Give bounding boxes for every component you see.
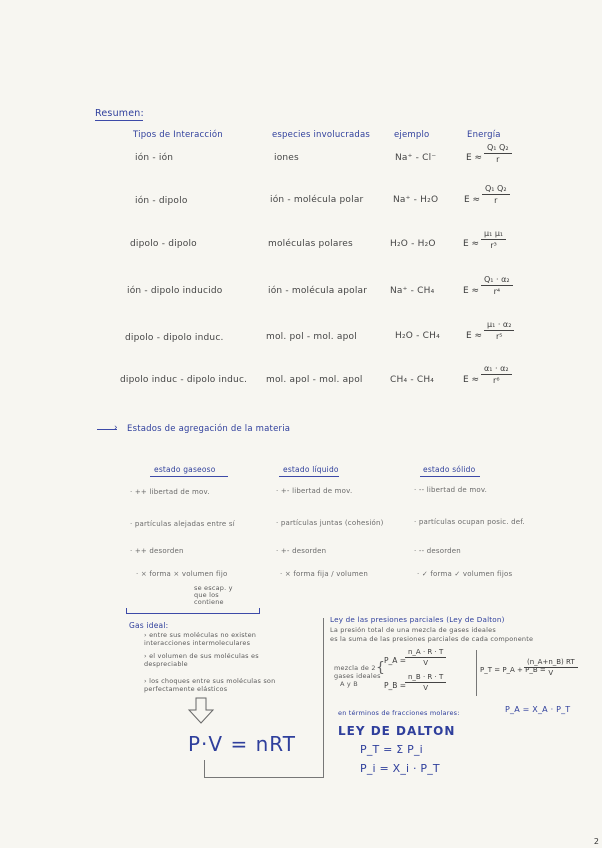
ideal-gas-bracket-left [126,608,127,614]
dalton-law-title: LEY DE DALTON [338,724,456,738]
energy-numerator: Q₁ Q₂ [484,143,512,154]
row-example: Na⁺ - CH₄ [390,286,435,296]
pt-numerator: (n_A+n_B) RT [524,658,578,668]
energy-denominator: r⁵ [495,332,503,341]
dalton-desc-1: La presión total de una mezcla de gases ideales [330,626,496,634]
gas-note: se escap. y que los contiene [194,584,233,606]
header-species: especies involucradas [272,130,371,140]
connector-horizontal [204,777,324,778]
page-number: 2 [593,837,599,846]
energy-denominator: r [494,196,498,205]
pa-numerator: n_A · R · T [405,648,446,658]
pb-fraction [405,673,446,692]
row-species: iones [274,153,299,163]
solid-item: · partículas ocupan posic. def. [414,518,525,526]
energy-numerator: μ₁ μ₁ [481,229,506,240]
ideal-gas-bracket [126,613,260,614]
row-energy-prefix: E ≈ [463,239,480,249]
connector-vertical [204,760,205,778]
pt-lhs: P_T = P_A + P_B = [480,666,546,674]
state-gas-underline [150,476,228,477]
solid-item: · -- desorden [414,547,461,555]
summary-title-underline [95,120,143,121]
pt-denominator: V [548,669,554,677]
mix-label: A y B [340,680,358,688]
row-type: dipolo - dipolo induc. [125,333,224,343]
solid-item: · -- libertad de mov. [414,486,488,494]
arrow-head-icon: › [114,423,118,433]
dalton-law-eq-2: P_i = X_i · P_T [360,762,440,775]
row-type: ión - dipolo [135,196,188,206]
liquid-item: · +- libertad de mov. [276,487,353,495]
pb-numerator: n_B · R · T [405,673,446,683]
state-liquid-head: estado líquido [283,465,339,474]
row-energy-prefix: E ≈ [464,195,481,205]
row-type: ión - dipolo inducido [127,286,223,296]
row-energy-fraction [482,184,510,205]
dalton-desc-2: es la suma de las presiones parciales de cada componente [330,635,534,643]
ideal-gas-item: › el volumen de sus moléculas es despreciable [144,652,259,668]
row-type: ión - ión [135,153,174,163]
dalton-title: Ley de las presiones parciales (Ley de Dalton) [330,615,505,624]
row-energy-prefix: E ≈ [466,153,483,163]
row-energy-prefix: E ≈ [463,286,480,296]
energy-numerator: μ₁ · α₂ [484,320,514,331]
row-energy-fraction [481,275,513,296]
energy-denominator: r⁴ [493,287,501,296]
row-species: ión - molécula apolar [268,286,368,296]
row-type: dipolo induc - dipolo induc. [120,375,248,385]
pb-lhs: P_B = [384,681,407,690]
energy-denominator: r⁶ [493,376,500,385]
row-energy-fraction [484,320,514,341]
summary-title: Resumen: [95,108,144,119]
pa-lhs: P_A = [384,656,407,665]
row-energy-fraction [481,364,512,385]
energy-denominator: r³ [490,241,497,250]
gas-item: · × forma × volumen fijo [136,570,228,578]
energy-denominator: r [496,155,500,164]
pa-denominator: V [423,659,428,667]
connector-divider [323,618,324,778]
row-energy-prefix: E ≈ [463,375,480,385]
row-energy-prefix: E ≈ [466,331,483,341]
row-species: mol. pol - mol. apol [266,332,357,342]
state-solid-underline [420,476,480,477]
down-arrow-icon [186,696,216,726]
pt-fraction [524,658,578,677]
header-type: Tipos de Interacción [133,130,223,140]
header-example: ejemplo [394,130,430,140]
row-example: Na⁺ - H₂O [393,195,439,205]
row-example: Na⁺ - Cl⁻ [395,153,437,163]
state-solid-head: estado sólido [423,465,476,474]
header-energy: Energía [467,130,501,140]
gas-item: · ++ libertad de mov. [130,488,210,496]
gas-item: · partículas alejadas entre sí [130,520,235,528]
ideal-gas-equation: P·V = nRT [188,732,296,756]
dalton-law-eq-1: P_T = Σ P_i [360,743,423,756]
pa-fraction [405,648,446,667]
ideal-gas-item: › entre sus moléculas no existen interacciones intermoleculares [144,631,257,647]
liquid-item: · × forma fija / volumen [280,570,368,578]
fractions-equation: P_A = X_A · P_T [505,705,571,714]
row-type: dipolo - dipolo [130,239,197,249]
row-species: mol. apol - mol. apol [266,375,363,385]
pb-denominator: V [423,684,429,692]
state-gas-head: estado gaseoso [154,465,216,474]
energy-numerator: Q₁ Q₂ [482,184,510,195]
row-example: H₂O - H₂O [390,239,436,249]
row-example: CH₄ - CH₄ [390,375,435,385]
ideal-gas-title: Gas ideal: [129,621,169,630]
row-example: H₂O - CH₄ [395,331,440,341]
liquid-item: · partículas juntas (cohesión) [276,519,384,527]
state-liquid-underline [279,476,339,477]
fractions-label: en términos de fracciones molares: [338,709,460,717]
mix-label: mezcla de 2 [334,664,376,672]
energy-numerator: Q₁ · α₂ [481,275,513,286]
pt-divider [476,650,477,696]
solid-item: · ✓ forma ✓ volumen fijos [417,570,513,578]
mix-label: gases ideales [334,672,381,680]
energy-numerator: α₁ · α₂ [481,364,512,375]
states-title: Estados de agregación de la materia [127,424,291,434]
liquid-item: · +- desorden [276,547,327,555]
row-species: moléculas polares [268,239,353,249]
ideal-gas-bracket-right [259,608,260,614]
row-species: ión - molécula polar [270,195,364,205]
ideal-gas-item: › los choques entre sus moléculas son perfectamente elásticos [144,677,276,693]
row-energy-fraction [481,229,506,250]
row-energy-fraction [484,143,512,164]
gas-item: · ++ desorden [130,547,184,555]
mix-brace-icon: { [376,660,386,676]
